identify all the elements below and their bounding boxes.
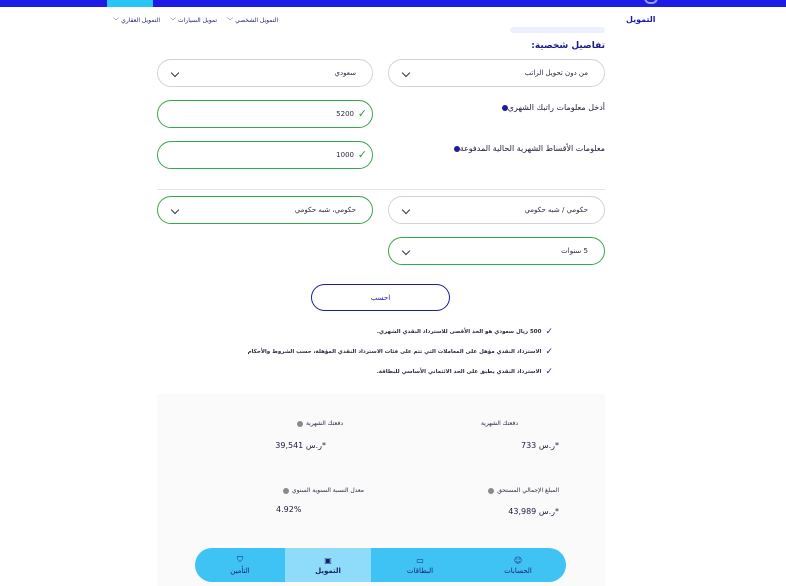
apr-label-text: معدل النسبة السنوية السنوي	[291, 487, 364, 494]
note-item	[248, 342, 553, 362]
nav-links	[113, 16, 278, 25]
tab-cards-label: البطاقات	[406, 566, 434, 575]
nationality-select[interactable]	[157, 59, 373, 87]
chevron-down-icon	[402, 206, 410, 214]
salary-label	[499, 103, 605, 112]
monthly-payment-label	[481, 420, 518, 427]
shield-icon: ⛉	[237, 555, 243, 564]
check-icon: ✓	[545, 367, 553, 377]
monthly-payment-label-text: دفعتك الشهرية	[480, 420, 518, 427]
tenure-select[interactable]	[388, 237, 605, 265]
tab-financing-label: التمويل	[315, 566, 341, 575]
total-due-label-text: المبلغ الإجمالي المستحق	[497, 487, 559, 494]
card-icon: ▭	[416, 555, 424, 565]
total-due-label	[488, 487, 559, 494]
nav-car-finance[interactable]	[170, 16, 217, 25]
note-text: 500 ريال سعودي هو الحد الأقصى للاسترداد النقدي الشهري.	[376, 329, 542, 335]
tab-insurance-label: التأمين	[230, 567, 250, 575]
salary-input[interactable]	[157, 100, 373, 128]
tab-accounts-label: الحسابات	[504, 566, 532, 575]
salary-transfer-value: من دون تحويل الراتب	[524, 69, 588, 77]
info-icon[interactable]	[297, 421, 303, 427]
sector-value: حكومي / شبه حكومي	[524, 206, 588, 214]
chevron-down-icon	[402, 69, 410, 77]
chevron-down-icon	[171, 206, 179, 214]
info-icon[interactable]	[488, 488, 494, 494]
installments-input[interactable]	[157, 141, 373, 169]
check-icon: ✓	[545, 327, 553, 337]
nav-mortgage[interactable]	[113, 16, 160, 25]
apr-label	[283, 487, 364, 494]
chevron-down-icon: ﹀	[113, 18, 120, 25]
monthly-payment-label-2	[297, 420, 343, 427]
salary-transfer-select[interactable]	[388, 59, 605, 87]
tab-accounts[interactable]	[485, 548, 551, 582]
tab-insurance[interactable]	[209, 548, 271, 582]
chevron-down-icon	[171, 69, 179, 77]
nav-car-finance-label: تمويل السيارات	[178, 17, 218, 24]
cash-icon: ▣	[324, 555, 332, 565]
salary-label-text: أدخل معلومات راتبك الشهري	[507, 103, 605, 112]
check-icon: ✓	[357, 148, 367, 161]
nationality-value: سعودي	[334, 69, 356, 77]
employer-sector-select[interactable]	[157, 196, 373, 224]
note-text: الاسترداد النقدي يطبق على الحد الائتماني الأساسي للبطاقة.	[376, 369, 542, 375]
apr-value: 4.92%	[276, 505, 302, 514]
top-bar-accent	[107, 0, 153, 7]
bottom-navigation	[195, 548, 566, 582]
nav-mortgage-label: التمويل العقاري	[121, 17, 160, 24]
check-icon: ✓	[545, 347, 553, 357]
calculate-button[interactable]: احسب	[311, 284, 450, 311]
tenure-value: 5 سنوات	[561, 247, 588, 255]
chevron-down-icon: ﹀	[169, 18, 176, 25]
monthly-payment-value-2: ر.س 39,541*	[275, 441, 326, 450]
info-icon[interactable]	[283, 488, 289, 494]
total-due-value: ر.س 43,989*	[508, 507, 559, 516]
notes-list	[248, 322, 553, 382]
employer-sector-value: حكومي، شبه حكومي	[294, 206, 356, 214]
note-item	[248, 322, 553, 342]
section-title: تفاصيل شخصية:	[531, 41, 605, 51]
subnav-highlight	[510, 27, 605, 33]
sub-navigation	[0, 7, 786, 30]
salary-input-value: 5200	[336, 110, 354, 118]
nav-brand-link[interactable]: التمويل	[626, 15, 656, 24]
divider	[157, 189, 605, 190]
nav-personal-finance-label: التمويل الشخصي	[235, 17, 278, 24]
sector-select[interactable]	[388, 196, 605, 224]
note-item	[248, 362, 553, 382]
installments-input-value: 1000	[336, 151, 354, 159]
chevron-down-icon: ﹀	[227, 18, 234, 25]
user-icon: ☺	[513, 555, 523, 565]
monthly-payment-value: ر.س 733*	[521, 441, 559, 450]
installments-label-text: معلومات الأقساط الشهرية الحالية المدفوعة	[459, 144, 605, 153]
check-icon: ✓	[357, 107, 367, 120]
chevron-down-icon	[402, 247, 410, 255]
nav-personal-finance[interactable]	[227, 16, 278, 25]
note-text: الاسترداد النقدي مؤهل على المعاملات التي تتم على فئات الاسترداد النقدي المؤهلة، حسب الشروط والأحكام	[247, 349, 542, 355]
tab-financing[interactable]	[285, 548, 371, 582]
monthly-payment-label-2-text: دفعتك الشهرية	[305, 420, 343, 427]
tab-cards[interactable]	[385, 548, 455, 582]
installments-label	[451, 144, 605, 153]
